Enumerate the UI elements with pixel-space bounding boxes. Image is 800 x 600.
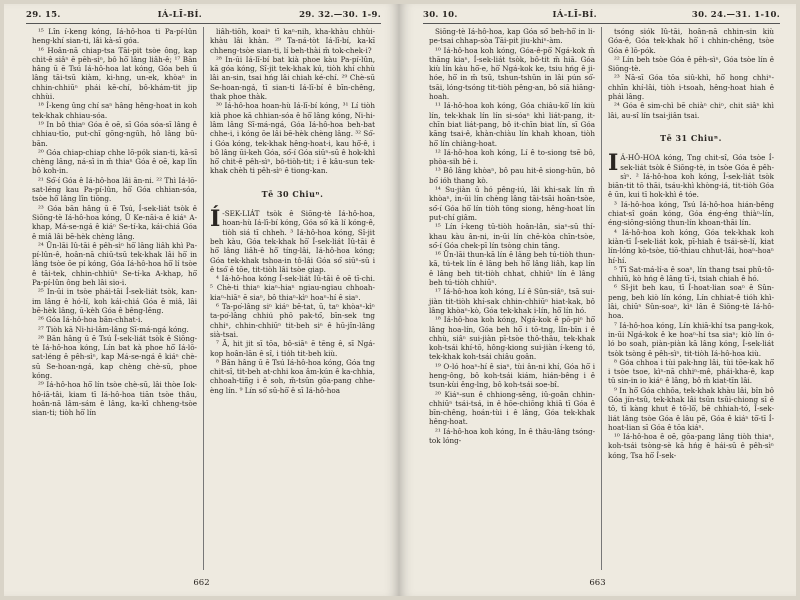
verse-paragraph: ¹⁶ Hoân-nā chiap-tsa Tāi-pit tsòe ông, kap chit-ê siâⁿ ē pēh-sìⁿ, bô hō͘ lâng liâh-ê; ¹⁷ Bān hâng ū ē Tsú Iá-hô-hoa lat kóng, Góa beh ū lâng tāi-tsū kiàm, ki-hng, un-ek, khòaⁿ in chhin-chhiūⁿ phái kē-chí, bô-khám-tit jip chhùi. xyxy=(32,45,197,102)
verse-paragraph: ⁶ Sî-jit beh kau, tī Í-hoat-lian soaⁿ ê Sûn-peng, beh kiò lín kóng, Lín chhiat-ê tióh khì-lâi, chiūⁿ Sûn-soaⁿ, kìⁿ lân ê Siōng-tè Iá-hô-hoa. xyxy=(608,283,774,321)
verse-paragraph: ³ Iá-hô-hoa kóng, Tsú Iá-hô-hoa hián-bêng chiat-sî goán kóng, Góa éng-éng thiàⁿ-lín, éng-siōng-siōng thun-lín khoan-thāi lín. xyxy=(608,199,774,228)
right-header-verse-start: 30. 10. xyxy=(423,10,458,20)
verse-paragraph: ²⁸ Bān hâng ū ē Tsú Í-sek-liát tsòk ê Siōng-tè Iá-hô-hoa kóng, Lín bat kà phoe hō͘ Iá-lō-sat-léng ê pêh-sìⁿ, kap Má-se-ngá ê kiáⁿ chè-sū Se-hoan-ngá, kap chèng chè-sū, phoe kóng. xyxy=(32,333,197,380)
verse-paragraph: ¹⁹ O-ló hoaⁿ-hí ê siaⁿ, tùi ân-ni khí, Góa hō͘ i heng-ông, bô koh-tsái kiám, hián-bêng i ê tsun-kùi êng-lng, bô koh-tsái soe-bî. xyxy=(429,361,595,390)
verse-paragraph: ³⁰ Iá-hô-hoa hoan-hù Iá-lī-bí kóng, ³¹ Lí tiòh kià phoe kā chhian-sóa ê hō͘ lâng kóng, Ni-hi-lâm lâng Sī-má-ngá, Góa Iá-hô-hoa beh-bat chhe-i, i kóng ōe lâi bē-hèk chèng lâng. ³² Só͘-í Góa kóng, tek-khak hêng-hoat-i, kau hō͘-ê, i bô lâng ūi-keh Góa, só͘-í Góa siūⁿ-sū ê hok-khì hō͘ chit-ê pêh-sìⁿ, bô-tiòh-tit; i ē kâu-sun tek-khak chèh ti pêh-sìⁿ ê tiong-kan. xyxy=(210,101,375,176)
verse-paragraph: ¹⁶ Ūn-lāi thun-kā lín ê lâng beh tú-tiòh thun-kā, tú-tek lín ê lâng beh hō͘ lâng liâh, kap lín ê lâng beh tit-tiòh chhat, chhiūⁿ lín ê lâng beh tú-tiòh chhiūⁿ. xyxy=(429,250,595,288)
verse-paragraph: ²¹ Só͘-í Góa ê Iá-hô-hoa lâi ān-ni. ²² Thì Iá-lō-sat-léng kau Pa-pí-lûn, hō͘ Góa chhian-sóa, tsòe hô͘ lâng lîn tiōng. xyxy=(32,175,197,204)
verse-paragraph: ²³ Góa bān hâng ū ē Tsú, Í-sek-liát tsòk ê Siōng-tè Iá-hô-hoa kóng, Ū Ke-nāi-a ê kiáⁿ A-khap, Má-se-ngá ê kiáⁿ Se-tí-ka, kái-chiá Góa ê miâ lâi bē-hèk chèng lâng. xyxy=(32,203,197,241)
right-header-book-title: IÁ-LĪ-BÍ. xyxy=(552,10,597,20)
verse-paragraph: ¹¹ Iá-hô-hoa koh kóng, Góa chiâu-kō͘ lín kiù lín, tek-khak lín lín si-sóaⁿ khì liát-pang, it-chīn biat liát-pang, bô it-chīn biat lín, sī Góa kāng tsai-ê, khàn-chiàu lín khah khoan, tiòh hō͘ lín chiàng-hoat. xyxy=(429,101,595,148)
chapter-opening-text: Á-HÔ-HOA kóng, Tng chit-sî, Góa tsòe Í-sek-liát tsòk ê Siōng-tè, in tsòe Góa ê pêh-sìⁿ. ² Iá-hô-hoa koh kóng, Í-sek-liát tsòk biān-tit tō thāi, tsáu-khì khòng-iá, tit-tiòh Góa ê ūn, kui tī hok-khì ê tóe. xyxy=(608,153,774,200)
left-running-header xyxy=(26,8,381,22)
verse-paragraph: ²⁴ Góa ê sim-chì bē chiàⁿ chiⁿ, chit siâⁿ khì lâi, au-sî lín tsai-jiân tsai. xyxy=(608,101,774,120)
chapter-opening-text: -SEK-LIÁT tsòk ê Siōng-tè Iá-hô-hoa, hoan-hù Iá-lī-bí kóng, Góa só͘ kā lí kóng-ê, tiòh siá tī chheh. ³ Iá-hô-hoa kóng, Sî-jit beh kàu, Góa tek-khak hō͘ Í-sek-liát Iû-tāi ê hō͘ lâng liâh-ê hô͘ tíng-lâi, Iá-hô-hoa kóng; Góa tek-khak tshoa-in tô-lâi Góa só͘ siūⁿ-sū i ê tsó͘ ê tōe, tit-tiòh lâi tsòe giap. xyxy=(210,209,375,274)
left-column-2 xyxy=(203,27,381,570)
verse-paragraph: tsóng siók Iû-tāi, hoân-nā chhin-sin kiù Góa-ê, Góa tek-khak hō͘ i chhin-chêng, tsòe Góa ê lō-pók. xyxy=(608,27,774,55)
verse-paragraph: ²⁵ In-ūi in tsòe phái-tāi Í-sek-liát tsòk, kan-im lâng ê hó-lí, koh kái-chiá Góa ê miâ, lâi bē-hèk lâng, ū-kèh Góa ê bêng-lēng. xyxy=(32,287,197,315)
verse-paragraph: ⁵ Tī Sat-má-lí-a ê soaⁿ, lín thang tsai phû-tô-chhiū, kò hńg ê lâng tī-i, tsiah chiah ê hó. xyxy=(608,264,774,284)
verse-paragraph: ⁴ Iá-hô-hoa kóng Í-sek-liát Iû-tāi ê oē tī-chi. ⁵ Chè-ti thiaⁿ kiaⁿ-hiaⁿ ngiau-ngiau chhoah-kiaⁿ-hiāⁿ ē siaⁿ, bô thiaⁿ-kìⁿ hoaⁿ-hí ê siaⁿ. xyxy=(210,274,375,302)
verse-paragraph: Siōng-tè Iá-hô-hoa, kap Góa só͘ beh-hō͘ in li-pe-tsai chhap-sòa Tāi-pit jiu-khiⁿ-àm. xyxy=(429,27,595,46)
verse-paragraph: ¹⁴ Su-jiàn ū hó pêng-iú, lâi khi-sak lín m̄ khòaⁿ, in-ūi lín chèng lâng tāi-tsāi hoān-tsòe, só͘-í Góa hō͘ lín tiòh tōng siong, hêng-hoat lín put-chí giâm. xyxy=(429,185,595,222)
right-running-header xyxy=(423,8,780,22)
verse-paragraph: ⁷ Iá-hô-hoa kóng, Lín khiā-khí tsa pang-kok, in-ūi Ngá-kok ê ke hoaⁿ-hí tsa siaⁿ; kiò lín ó-ló bo soah, piàn-piàn kā lâng kóng, Í-sek-liát tsòk tsòng ê pêh-sìⁿ, tit-tiòh Iá-hô-hoa kiù. xyxy=(608,320,774,358)
verse-paragraph: ¹⁰ Iá-hô-hoa koh kóng, Góa-ê-pō͘ Ngá-kok m̄ thāng kiaⁿ, Í-sek-liát tsòk, bô-tit m̄ hiā. Góa kiù lín kàu hō͘-e, hō͘ Ngá-kok ke, tsiu hńg ê ji-hóe, hō͘ in m̄ tsū, tshun-tshūn in lâi pún só͘-tsāi, lóng-tsóng tit-tiòh pêng-an, bô siā hiāng-hoah. xyxy=(429,45,596,102)
chapter-opening-paragraph xyxy=(608,150,774,200)
verse-paragraph: ⁸ Bān hâng ū ē Tsú Iá-hô-hoa kóng, Góa tng chit-sî, tit-beh at-chhi koa âm-kún ê ka-chhia, chhoah-tiñg i ê soh, m̄-tsūn gōa-pang chhe-èng lín. ⁹ Lín só͘ sū-hō͘ ê sī Iá-hô-hoa xyxy=(210,357,376,395)
verse-paragraph: ¹² Iá-hô-hoa koh kóng, Lí ê to-siong tsē bô, phòa-sih bē i. xyxy=(429,147,595,167)
verse-paragraph: ²⁷ Tiòh kā Ni-hi-lâm-lâng Sī-má-ngá kóng. xyxy=(38,324,189,334)
chapter-heading-31: Tē 31 Chiuⁿ. xyxy=(660,132,722,143)
left-header-rule xyxy=(26,23,381,24)
right-page-number: 663 xyxy=(589,578,606,588)
left-text-columns xyxy=(26,27,381,570)
verse-paragraph: ¹⁵ Lín í-keng tū-tiòh hoân-lân, siaⁿ-sū thí-khau kàu ân-ni, in-ūi lín chē-kòa chīn-tsòe, só͘-í Góa chek-pī lín tsòng chin tāng. xyxy=(429,222,595,250)
left-page-number: 662 xyxy=(193,578,210,588)
left-header-verse-range: 29. 32.—30. 1-9. xyxy=(299,10,381,20)
verse-paragraph: ¹⁵ Lîn í-keng kóng, Iá-hô-hoa ti Pa-pí-lûn heng-khí sian-ti, lâi kà-sī góa. xyxy=(32,27,197,46)
drop-cap: I xyxy=(608,150,619,177)
verse-paragraph: ⁷ Ā, hit jit sī tōa, bô-siāⁿ ē tēng ê, sī Ngá-kop hoân-lān ê sî, i tio̍h tit-beh kiù. xyxy=(210,339,375,358)
verse-paragraph: ⁴ Iá-hô-hoa koh kóng, Góa tek-khak koh kiàn-tī Í-sek-liát kok, pī-hiah ê tsái-sè-lí, kiat lín-lóng kò-tsòe, tiō-thiau chhut-lâi, hoaⁿ-hoaⁿ hí-hí. xyxy=(608,227,774,265)
book-spread xyxy=(4,4,796,596)
verse-paragraph: ⁶ Ta-po͘-lâng siⁿ kiáⁿ bē-tat, ū, taⁿ khòaⁿ-kìⁿ ta-po͘-lâng chhiú phō pak-tó͘, bīn-sek tng chhiⁿ, chhin-chhiūⁿ tit-beh siⁿ ê hū-jîn-lâng sià-tsai. xyxy=(210,302,375,339)
verse-paragraph: liâh-tiōh, koaiⁿ tī kaⁿ-nih, kha-khàu chhùi-khàu lâi khàn. ²⁹ Ta-ná-tòt Iá-lī-bí, ka-kī chheng-tsòe sian-ti, lí beh-thài m̄ tok-chek-i? xyxy=(210,27,375,55)
verse-paragraph: ¹⁹ In bô thiaⁿ Góa ê oē, sī Góa sóa-sī lâng ê chhiau-tīo, put-chī gōng-ngūh, hô lâng bū-bān. xyxy=(32,119,197,148)
left-header-verse-start: 29. 15. xyxy=(26,10,61,20)
verse-paragraph: ⁸ Góa chhoa i tùi pak-hng lâi, tùi tōe-kak hō͘ i tsòe tsoe, kìⁿ-nā chhiⁿ-mê, phái-kha-ê, kap tū sin-in io kiáⁿ ê lâng, bô m̄ kiat-tīn lâi. xyxy=(608,357,774,386)
chapter-opening-paragraph xyxy=(210,206,375,274)
verse-paragraph: ²² Lín beh tsòe Góa ê pêh-sìⁿ, Góa tsòe lín ê Siōng-tè. xyxy=(608,54,774,74)
verse-paragraph: ¹⁸ Iá-hô-hoa koh kóng, Ngá-kok ê pō-piⁿ hō͘ lâng hoa-lín, Góa beh hō͘ i tō-tng, lîn-bīn i ê chhù, siâⁿ sui-jiàn pī-tsòe thô-thâu, tek-khak koh-tsái khí-tō, hông-kiong sui-jiàn í-keng tó, tek-khak koh-tsái chiâu goân. xyxy=(429,315,595,362)
verse-paragraph: ²⁸ In-ūi Iá-lī-bí bat kià phoe kàu Pa-pí-lûn, kā góa kóng, Sî-jit tek-khak kú, tiòh khí chhù lâi an-sin, tsai hńg lâi chiah ké-chí. ²⁹ Chè-sū Se-hoan-ngá, tī sian-ti Iá-lī-bí ê bīn-chêng, thak phoe thàk. xyxy=(210,54,375,102)
verse-paragraph: ²¹ Iá-hô-hoa koh kóng, In ê thâu-lâng tsóng-tok lóng- xyxy=(429,426,595,446)
right-column-2 xyxy=(601,27,780,570)
verse-paragraph: ²⁰ Kiáⁿ-sun ê chhiong-sēng, iû-goân chhin-chhiūⁿ tsái-tsá, in ê hōe-chiōng khiā tī Góa ê bīn-chêng, hoán-tùi i ê lâng, Góa tek-khak hêng-hoat. xyxy=(429,389,595,427)
right-header-verse-range: 30. 24.—31. 1-10. xyxy=(691,10,780,20)
right-header-rule xyxy=(423,23,780,24)
left-column-1 xyxy=(26,27,203,570)
verse-paragraph: ¹³ Bô lâng khòaⁿ, bô pau hit-ê siong-hūn, bô bó͘ ióh thang kò. xyxy=(429,166,595,185)
right-page xyxy=(399,4,796,596)
verse-paragraph: ²⁰ Góa chiap-chiap chhe lō-pók sian-ti, kā-sī chèng lâng, ná-sī in m̄ thiaⁿ Góa ê oē, kap lîn bô koh-in. xyxy=(32,147,197,176)
chapter-heading-30: Tē 30 Chiuⁿ. xyxy=(261,188,324,199)
verse-paragraph: ²⁹ Iá-hô-hoa hō͘ lín tsòe chè-sū, lâi thòe Iok-hô-iā-tâi, kiam tī Iá-hô-hoa tiān tsòe thâu, hoân-nā lâm-sám ê lâng, ka-kī chheng-tsòe sian-ti; tiòh hō͘ lín xyxy=(32,380,197,418)
drop-cap: Í xyxy=(210,206,221,233)
verse-paragraph: ¹⁰ Iá-hô-hoa ê oē, gōa-pang lâng tiòh thiaⁿ, koh-tsái tsòng-sè kā hńg ê hái-sū ê pêh-sìⁿ kóng, Tsa hō͘ Í-sek- xyxy=(608,432,774,460)
left-page xyxy=(4,4,399,596)
verse-paragraph: ⁹ In hō͘ Góa chhōa, tek-khak khàu lâi, bîn bô Góa jín-tsû, tek-khak lâi tsūn tsūi-chiong sī ê tō, tī kàng khut ê tō-lō͘, bē chhiah-tó, Í-sek-liát lâng tsòe Góa ê lâu pē, Góa ê kiáⁿ tō͘-tī Í-hoat-lian sī Góa ê tōa kiáⁿ. xyxy=(608,385,774,432)
verse-paragraph: ²³ Nā-sī Góa tōa siû-khì, hō͘ hong chhiⁿ-chhīn khí-lâi, tiòh i-tsoah, hêng-hoat hiah ê phái lâng. xyxy=(608,73,774,102)
verse-paragraph: ²⁴ Ūn-lāi Iû-tāi ê pêh-sìⁿ hō͘ lâng liâh khì Pa-pí-lûn-ê, hoân-nā chiū-tsū tek-khak lâi hō͘ in lâng tsòe ōe pí kóng, Góa Iá-hô-hoa hō͘ lí tsòe ê tāi-tek, chhin-chhiūⁿ Se-tí-ka A-khap, hō͘ Pa-pí-lûn ông beh lâi sio-i. xyxy=(32,240,197,288)
right-text-columns xyxy=(423,27,780,570)
right-column-1 xyxy=(423,27,601,570)
verse-paragraph: ¹⁸ Í-keng ûng chí saⁿ hâng hêng-hoat in koh tek-khak chhiau-sóa. xyxy=(32,101,197,120)
left-header-book-title: IÁ-LĪ-BÍ. xyxy=(157,10,203,20)
verse-paragraph: ¹⁷ Iá-hô-hoa koh kóng, Lí ê Sûn-siâⁿ, tsā sui-jiàn tit-tiòh khí-sak chhin-chhiūⁿ hiat-kak, bô lâng khòaⁿ-kò, Góa tek-khak i-lín, hō͘ lín hó. xyxy=(429,287,595,315)
verse-paragraph: ²⁶ Góa Iá-hô-hoa bān-chhat-i. xyxy=(38,315,143,325)
